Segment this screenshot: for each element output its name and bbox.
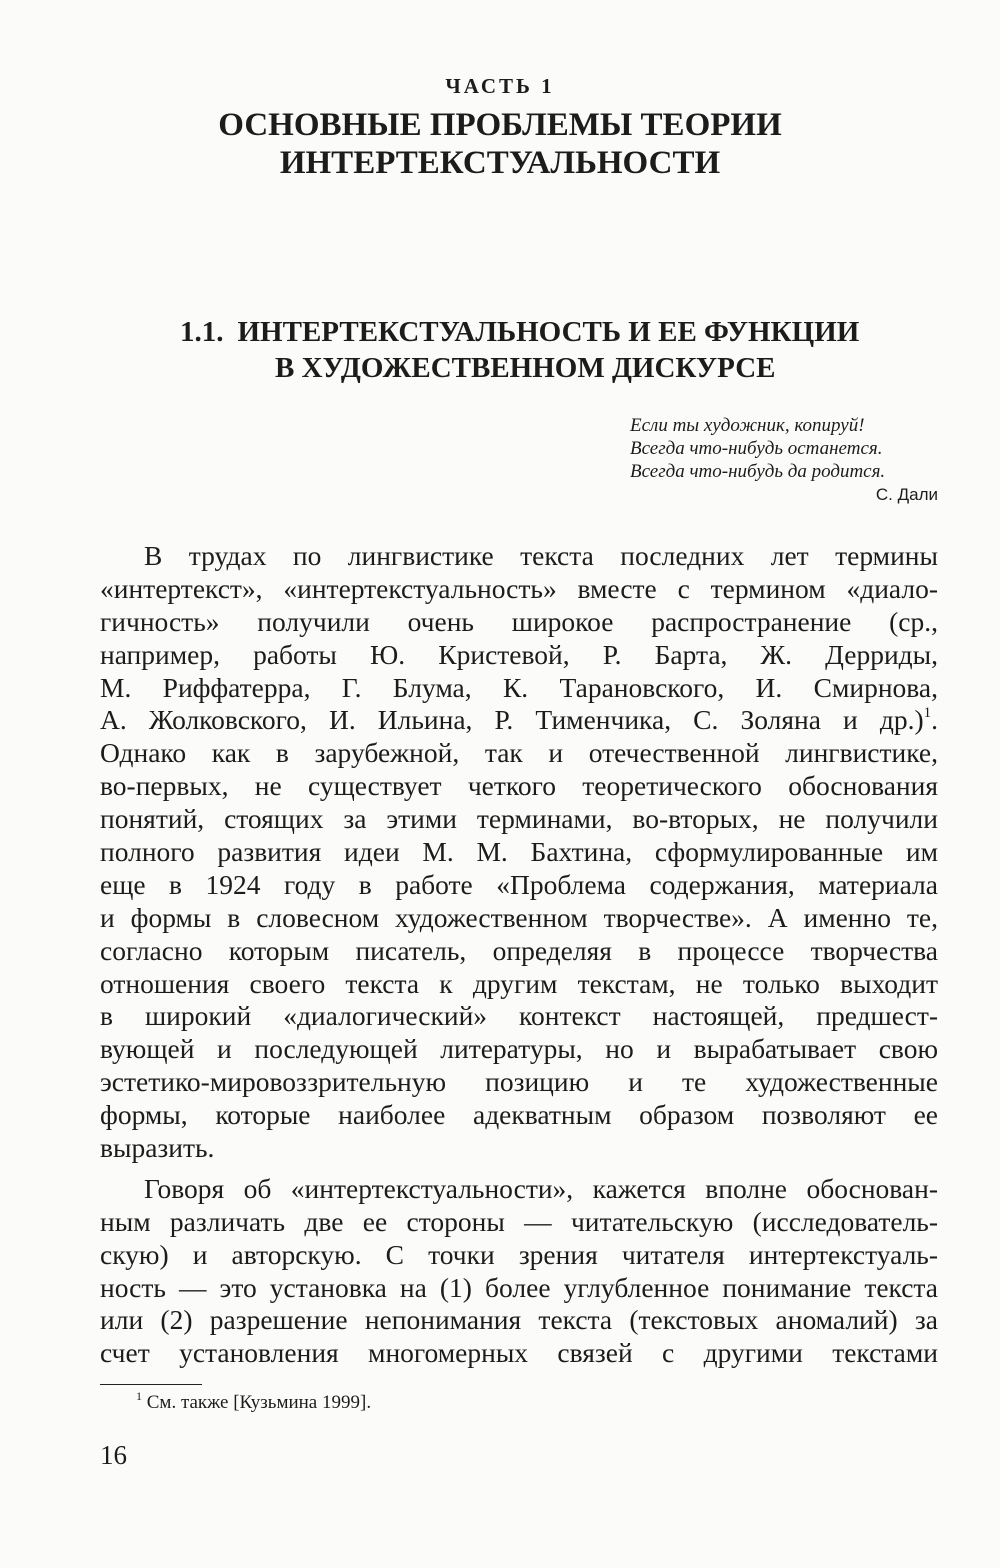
part-label: ЧАСТЬ 1 — [445, 74, 555, 98]
text-line: «интертекст», «интертекстуальность» вместе с термином «диало- — [100, 572, 938, 604]
text-line: отношения своего текста к другим текстам, не только выходит — [100, 967, 938, 999]
section-title-line: ИНТЕРТЕКСТУАЛЬНОСТЬ И ЕЕ ФУНКЦИИ — [237, 316, 860, 348]
epigraph — [560, 414, 938, 506]
text-line: понятий, стоящих за этими терминами, во-вторых, не получили — [100, 803, 938, 835]
section-title-line: В ХУДОЖЕСТВЕННОМ ДИСКУРСЕ — [275, 352, 776, 384]
epigraph-line: Если ты художник, копируй! — [630, 415, 865, 436]
text-line: полного развития идеи М. М. Бахтина, сформулированные им — [100, 836, 938, 868]
text-line: ность — это установка на (1) более углубленное понимание текста — [100, 1271, 938, 1303]
text-line: выразить. — [100, 1132, 215, 1164]
body-text — [100, 540, 938, 1370]
text-line: В трудах по лингвистике текста последних лет термины — [144, 540, 938, 571]
part-title-line: ИНТЕРТЕКСТУАЛЬНОСТИ — [279, 145, 721, 181]
text-line: еще в 1924 году в работе «Проблема содержания, материала — [100, 868, 938, 900]
text-line-content: А. Жолковского, И. Ильина, Р. Тименчика, С. Золяна и др.) — [100, 704, 924, 736]
text-line — [100, 704, 938, 737]
epigraph-line: Всегда что-нибудь да родится. — [630, 461, 886, 482]
paragraph-1 — [100, 540, 938, 1165]
text-line: Говоря об «интертекстуальности», кажется вполне обоснован- — [144, 1172, 938, 1204]
section-number: 1.1. — [180, 316, 224, 348]
paragraph-2 — [100, 1173, 938, 1370]
text-line: и формы в словесном художественном творчестве». А именно те, — [100, 901, 938, 933]
text-line: формы, которые наиболее адекватным образом позволяют ее — [100, 1099, 938, 1131]
epigraph-line: Всегда что-нибудь останется. — [630, 438, 883, 459]
footnote-text: См. также [Кузьмина 1999]. — [146, 1392, 372, 1413]
text-line: ным различать две ее стороны — читательскую (исследователь- — [100, 1205, 938, 1237]
part-title — [0, 106, 1000, 182]
footnote-marker-period: . — [931, 704, 938, 736]
text-line: согласно которым писатель, определяя в процессе творчества — [100, 934, 938, 966]
text-line: например, работы Ю. Кристевой, Р. Барта, Ж. Дерриды, — [100, 638, 938, 670]
text-line: скую) и авторскую. С точки зрения читателя интертекстуаль- — [100, 1238, 938, 1270]
epigraph-author: С. Дали — [875, 485, 938, 504]
text-line: Однако как в зарубежной, так и отечественной лингвистике, — [100, 737, 938, 769]
part-title-line: ОСНОВНЫЕ ПРОБЛЕМЫ ТЕОРИИ — [218, 107, 782, 143]
text-line: во-первых, не существует четкого теоретического обоснования — [100, 770, 938, 802]
text-line: гичность» получили очень широкое распространение (ср., — [100, 605, 938, 637]
text-line: вующей и последующей литературы, но и вырабатывает свою — [100, 1033, 938, 1065]
text-line: эстетико-мировоззрительную позицию и те художественные — [100, 1066, 938, 1098]
footnote-number: 1 — [136, 1389, 142, 1403]
text-line: счет установления многомерных связей с другими текстами — [100, 1337, 938, 1369]
text-line: М. Риффатерра, Г. Блума, К. Тарановского, И. Смирнова, — [100, 671, 938, 703]
text-line: в широкий «диалогический» контекст настоящей, предшест- — [100, 1000, 938, 1032]
section-heading — [180, 314, 880, 386]
footnote — [136, 1389, 372, 1414]
footnote-marker: 1 — [923, 705, 932, 722]
page-number: 16 — [100, 1440, 127, 1470]
footnote-divider — [100, 1384, 202, 1385]
text-line: или (2) разрешение непонимания текста (текстовых аномалий) за — [100, 1304, 938, 1336]
